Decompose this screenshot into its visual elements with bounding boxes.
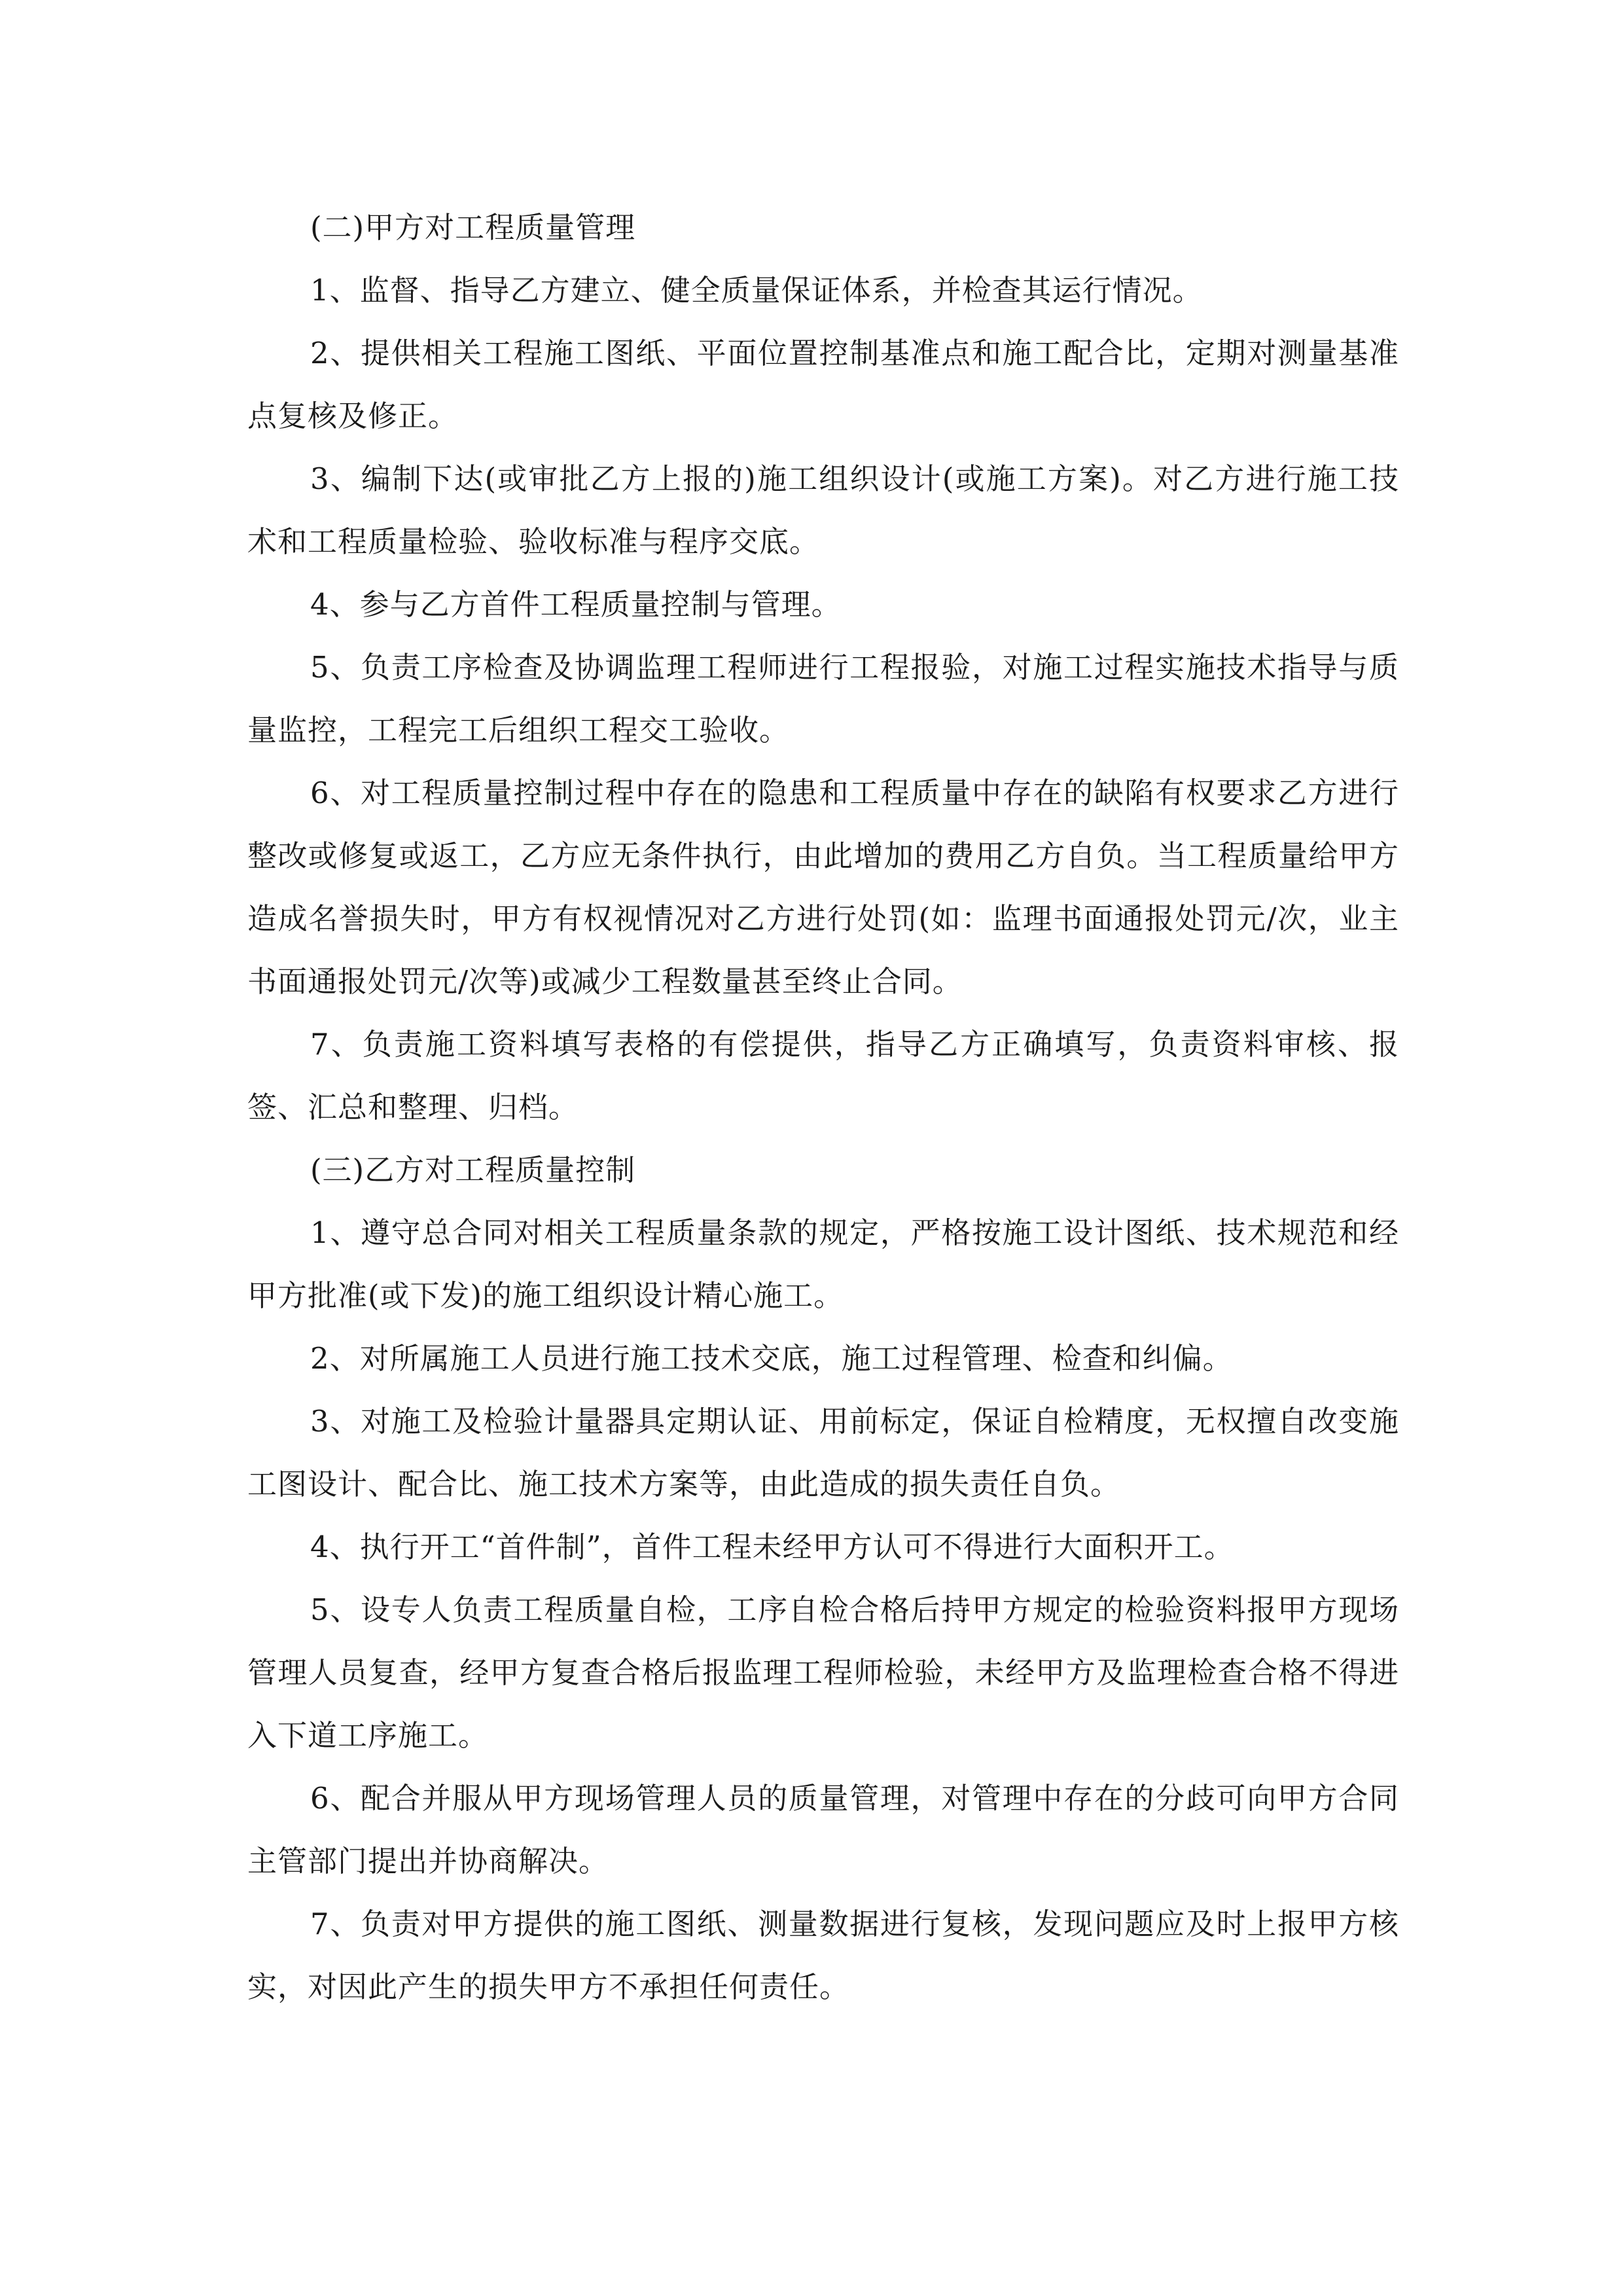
paragraph-3-2: 2、对所属施工人员进行施工技术交底，施工过程管理、检查和纠偏。 <box>310 1341 1233 1376</box>
paragraph-2-3: 3、编制下达(或审批乙方上报的)施工组织设计(或施工方案)。对乙方进行施工技术和工程质量检验、验收标准与程序交底。 <box>247 461 1399 559</box>
paragraph-3-7: 7、负责对甲方提供的施工图纸、测量数据进行复核，发现问题应及时上报甲方核实，对因此产生的损失甲方不承担任何责任。 <box>247 1907 1399 2004</box>
paragraph-3-6: 6、配合并服从甲方现场管理人员的质量管理，对管理中存在的分歧可向甲方合同主管部门提出并协商解决。 <box>247 1781 1399 1878</box>
section-heading-3: (三)乙方对工程质量控制 <box>310 1153 636 1187</box>
paragraph-2-2: 2、提供相关工程施工图纸、平面位置控制基准点和施工配合比，定期对测量基准点复核及修正。 <box>247 336 1399 433</box>
document-page <box>247 196 1399 2018</box>
paragraph-3-3: 3、对施工及检验计量器具定期认证、用前标定，保证自检精度，无权擅自改变施工图设计、配合比、施工技术方案等，由此造成的损失责任自负。 <box>247 1404 1399 1501</box>
section-heading-2: (二)甲方对工程质量管理 <box>310 210 636 245</box>
paragraph-2-6: 6、对工程质量控制过程中存在的隐患和工程质量中存在的缺陷有权要求乙方进行整改或修复或返工，乙方应无条件执行，由此增加的费用乙方自负。当工程质量给甲方造成名誉损失时，甲方有权视情况对乙方进行处罚(如：监理书面通报处罚元/次，业主书面通报处罚元/次等)或减少工程数量甚至终止合同。 <box>247 776 1399 999</box>
paragraph-2-1: 1、监督、指导乙方建立、健全质量保证体系，并检查其运行情况。 <box>310 273 1203 308</box>
paragraph-2-7: 7、负责施工资料填写表格的有偿提供，指导乙方正确填写，负责资料审核、报签、汇总和整理、归档。 <box>247 1027 1399 1124</box>
paragraph-2-4: 4、参与乙方首件工程质量控制与管理。 <box>310 587 842 622</box>
paragraph-2-5: 5、负责工序检查及协调监理工程师进行工程报验，对施工过程实施技术指导与质量监控，工程完工后组织工程交工验收。 <box>247 650 1399 747</box>
paragraph-3-1: 1、遵守总合同对相关工程质量条款的规定，严格按施工设计图纸、技术规范和经甲方批准(或下发)的施工组织设计精心施工。 <box>247 1215 1399 1313</box>
paragraph-3-4: 4、执行开工“首件制”，首件工程未经甲方认可不得进行大面积开工。 <box>310 1530 1234 1564</box>
paragraph-3-5: 5、设专人负责工程质量自检，工序自检合格后持甲方规定的检验资料报甲方现场管理人员复查，经甲方复查合格后报监理工程师检验，未经甲方及监理检查合格不得进入下道工序施工。 <box>247 1592 1399 1753</box>
